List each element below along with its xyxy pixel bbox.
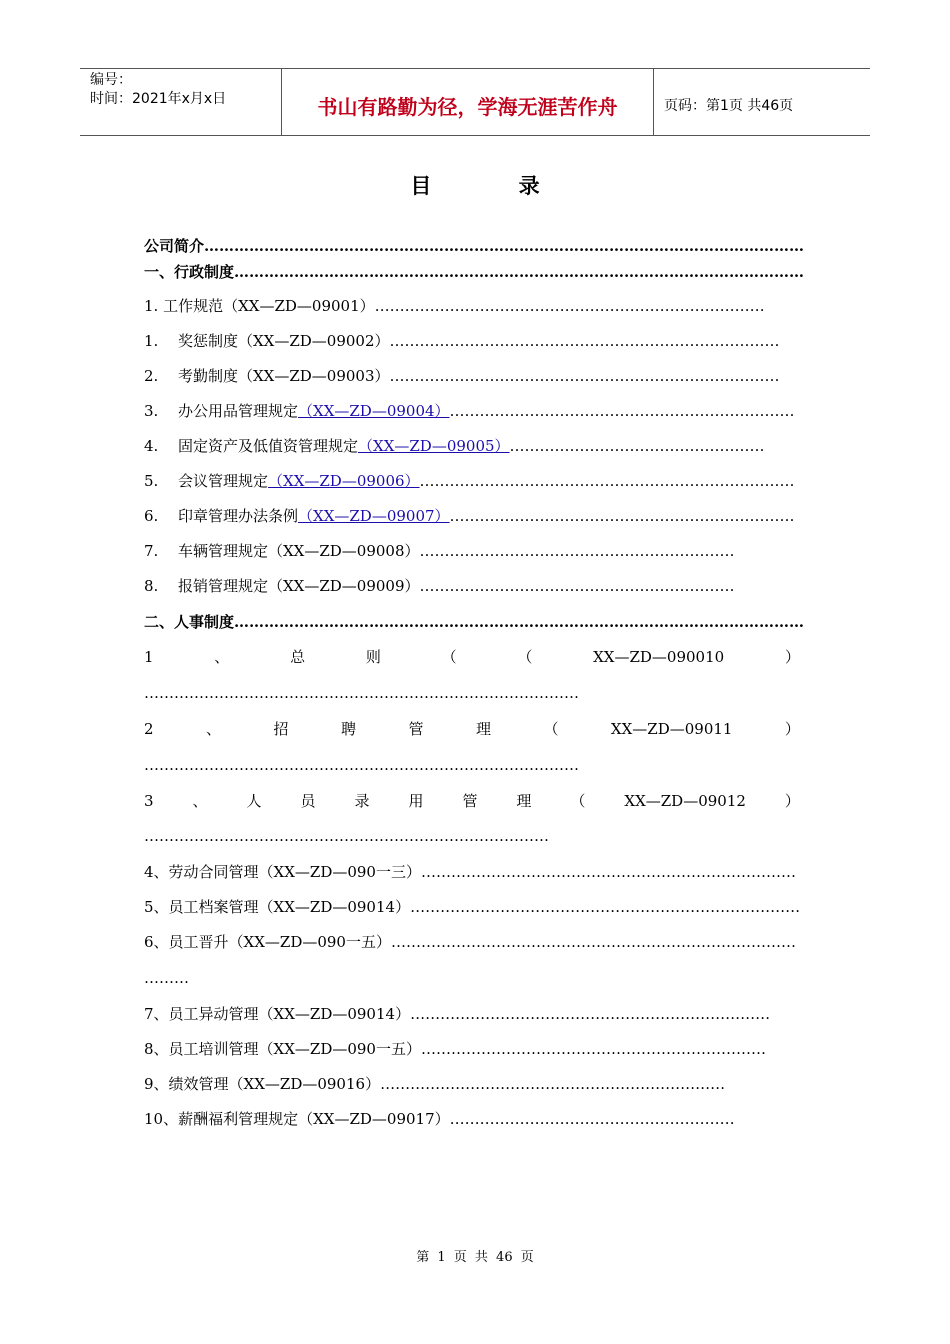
toc-spread-part: 、 xyxy=(214,648,230,666)
toc-entry-spread[interactable] xyxy=(144,719,800,739)
toc-entry[interactable] xyxy=(144,366,780,386)
page-footer: 第 1 页 共 46 页 xyxy=(416,1250,534,1265)
toc-entry-link[interactable]: （XX—ZD—09004） xyxy=(298,402,450,420)
toc-spread-part: 员 xyxy=(300,792,316,810)
toc-spread-part: 用 xyxy=(408,792,424,810)
toc-entry-text: 7、员工异动管理（XX—ZD—09014） xyxy=(144,1005,411,1023)
page-header xyxy=(80,68,870,136)
toc-entry[interactable] xyxy=(144,506,795,526)
toc-leader-dots: ……………………………………………………… xyxy=(419,542,735,560)
toc-leader-dots: …………………………………………………………………………… xyxy=(144,684,579,702)
toc-entry-num: 5. xyxy=(144,472,159,490)
toc-entry-text: 车辆管理规定（XX—ZD—09008） xyxy=(178,542,420,560)
toc-entry-text: 10、薪酬福利管理规定（XX—ZD—09017） xyxy=(144,1110,450,1128)
toc-leader-dots: ……………………………………………………………… xyxy=(410,1005,771,1023)
toc-entry[interactable] xyxy=(144,1039,766,1059)
toc-leader-dots: ………………………………………………………………… xyxy=(419,472,795,490)
toc-entry-num: 8. xyxy=(144,577,159,595)
toc-entry[interactable] xyxy=(144,296,765,316)
toc-spread-part: XX—ZD—09012 xyxy=(624,792,746,810)
header-page-info: 页码：第1页 共46页 xyxy=(664,98,794,114)
toc-spread-text xyxy=(144,719,800,739)
toc-entry-text: 5、员工档案管理（XX—ZD—09014） xyxy=(144,898,411,916)
toc-leader-dots: ……………………………………………………………………… xyxy=(390,933,796,951)
toc-entry-text: 9、绩效管理（XX—ZD—09016） xyxy=(144,1075,381,1093)
toc-entry[interactable] xyxy=(144,401,795,421)
toc-entry-link[interactable]: （XX—ZD—09005） xyxy=(358,437,510,455)
toc-entry-text: 6、员工晋升（XX—ZD—090一五） xyxy=(144,933,391,951)
toc-spread-part: 人 xyxy=(246,792,262,810)
toc-entry-admin[interactable] xyxy=(144,262,804,282)
toc-entry-num: 7. xyxy=(144,542,159,560)
toc-entry[interactable] xyxy=(144,1109,735,1129)
toc-entry-text: 4、劳动合同管理（XX—ZD—090一三） xyxy=(144,863,421,881)
toc-spread-part: 1 xyxy=(144,648,154,666)
toc-entry-text: 报销管理规定（XX—ZD—09009） xyxy=(178,577,420,595)
toc-spread-part: ） xyxy=(784,648,800,666)
toc-spread-part: （ xyxy=(441,648,457,666)
toc-leader-dots: ………………………………………………… xyxy=(449,1110,735,1128)
toc-spread-part: 管 xyxy=(462,792,478,810)
toc-entry-spread[interactable] xyxy=(144,647,800,667)
toc-entry-text: 工作规范（XX—ZD—09001） xyxy=(163,297,375,315)
toc-spread-part: 招 xyxy=(273,720,289,738)
toc-entry-text: 一、行政制度 xyxy=(144,263,235,281)
toc-spread-text xyxy=(144,647,800,667)
toc-spread-part: （ xyxy=(517,648,533,666)
toc-spread-part: XX—ZD—090010 xyxy=(593,648,725,666)
toc-entry-text: 8、员工培训管理（XX—ZD—090一五） xyxy=(144,1040,421,1058)
toc-entry-text: 二、人事制度 xyxy=(144,613,235,631)
toc-leader-dots: …………………………………………………………… xyxy=(380,1075,726,1093)
toc-leader-dots: ………………………………………………………………………………………………………… xyxy=(204,237,805,255)
toc-entry[interactable] xyxy=(144,471,795,491)
toc-spread-part: 录 xyxy=(354,792,370,810)
toc-spread-part: 、 xyxy=(192,792,208,810)
toc-spread-part: 2 xyxy=(144,720,154,738)
toc-leader-dots: …………………………………………………………………… xyxy=(389,367,780,385)
toc-leader-dots: …………………………………………………………………………………………………… xyxy=(234,263,805,281)
toc-entry[interactable] xyxy=(144,576,735,596)
toc-entry-text: 考勤制度（XX—ZD—09003） xyxy=(178,367,390,385)
toc-entry-num: 3. xyxy=(144,402,159,420)
toc-entry-text: 办公用品管理规定 xyxy=(178,402,299,420)
toc-entry[interactable] xyxy=(144,897,800,917)
toc-leader-dots: ……………………………………………………… xyxy=(419,577,735,595)
toc-entry-text: 固定资产及低值资管理规定 xyxy=(178,437,359,455)
toc-entry-text: 印章管理办法条例 xyxy=(178,507,299,525)
toc-spread-part: 聘 xyxy=(340,720,356,738)
toc-entry-num: 1. xyxy=(144,297,159,315)
toc-leader-dots: …………………………………………………………………………… xyxy=(144,756,579,774)
toc-spread-part: ） xyxy=(784,720,800,738)
toc-entry-text: 公司简介 xyxy=(144,237,205,255)
document-date: 时间：2021年x月x日 xyxy=(90,91,227,107)
toc-leader-dots: …………………………………………………………………………………………………… xyxy=(234,613,805,631)
toc-entry-num: 6. xyxy=(144,507,159,525)
toc-spread-part: 总 xyxy=(290,648,306,666)
toc-leader-dots: ……… xyxy=(144,969,189,987)
toc-spread-part: （ xyxy=(543,720,559,738)
toc-leader-dots: …………………………………………………………… xyxy=(449,402,795,420)
toc-spread-part: 理 xyxy=(475,720,491,738)
toc-entry-hr[interactable] xyxy=(144,612,804,632)
toc-leader-dots: …………………………………………………………………… xyxy=(374,297,765,315)
toc-spread-part: 3 xyxy=(144,792,154,810)
toc-spread-text xyxy=(144,791,800,811)
toc-leader-dots: ……………………………………………………………………… xyxy=(144,827,549,845)
toc-spread-part: ） xyxy=(784,792,800,810)
toc-entry[interactable] xyxy=(144,331,780,351)
toc-entry-spread[interactable] xyxy=(144,791,800,811)
toc-leader-dots: …………………………………………………………………… xyxy=(410,898,801,916)
toc-spread-part: XX—ZD—09011 xyxy=(610,720,733,738)
page-title: 目 录 xyxy=(410,173,580,198)
toc-entry-intro[interactable] xyxy=(144,236,804,256)
toc-entry[interactable] xyxy=(144,541,735,561)
toc-leader-dots: …………………………………………………………… xyxy=(449,507,795,525)
toc-entry-link[interactable]: （XX—ZD—09007） xyxy=(298,507,450,525)
toc-entry[interactable] xyxy=(144,862,796,882)
toc-spread-part: 管 xyxy=(408,720,424,738)
toc-entry[interactable] xyxy=(144,932,796,952)
toc-entry-num: 2. xyxy=(144,367,159,385)
toc-entry-text: 会议管理规定 xyxy=(178,472,269,490)
toc-leader-dots: ………………………………………………………………… xyxy=(420,863,796,881)
toc-entry-link[interactable]: （XX—ZD—09006） xyxy=(268,472,420,490)
toc-leader-dots: …………………………………………………………………… xyxy=(389,332,780,350)
toc-spread-part: 、 xyxy=(206,720,222,738)
toc-entry[interactable] xyxy=(144,1074,725,1094)
toc-entry-num: 1. xyxy=(144,332,159,350)
document-number-label: 编号： xyxy=(90,72,132,88)
toc-leader-dots: …………………………………………… xyxy=(509,437,765,455)
header-motto: 书山有路勤为径，学海无涯苦作舟 xyxy=(282,69,654,135)
toc-entry-text: 奖惩制度（XX—ZD—09002） xyxy=(178,332,390,350)
toc-spread-part: 理 xyxy=(516,792,532,810)
toc-entry-num: 4. xyxy=(144,437,159,455)
toc-leader-dots: …………………………………………………………… xyxy=(420,1040,766,1058)
toc-spread-part: 则 xyxy=(365,648,381,666)
toc-entry[interactable] xyxy=(144,1004,770,1024)
toc-entry[interactable] xyxy=(144,436,765,456)
toc-spread-part: （ xyxy=(570,792,586,810)
header-meta xyxy=(80,69,282,135)
